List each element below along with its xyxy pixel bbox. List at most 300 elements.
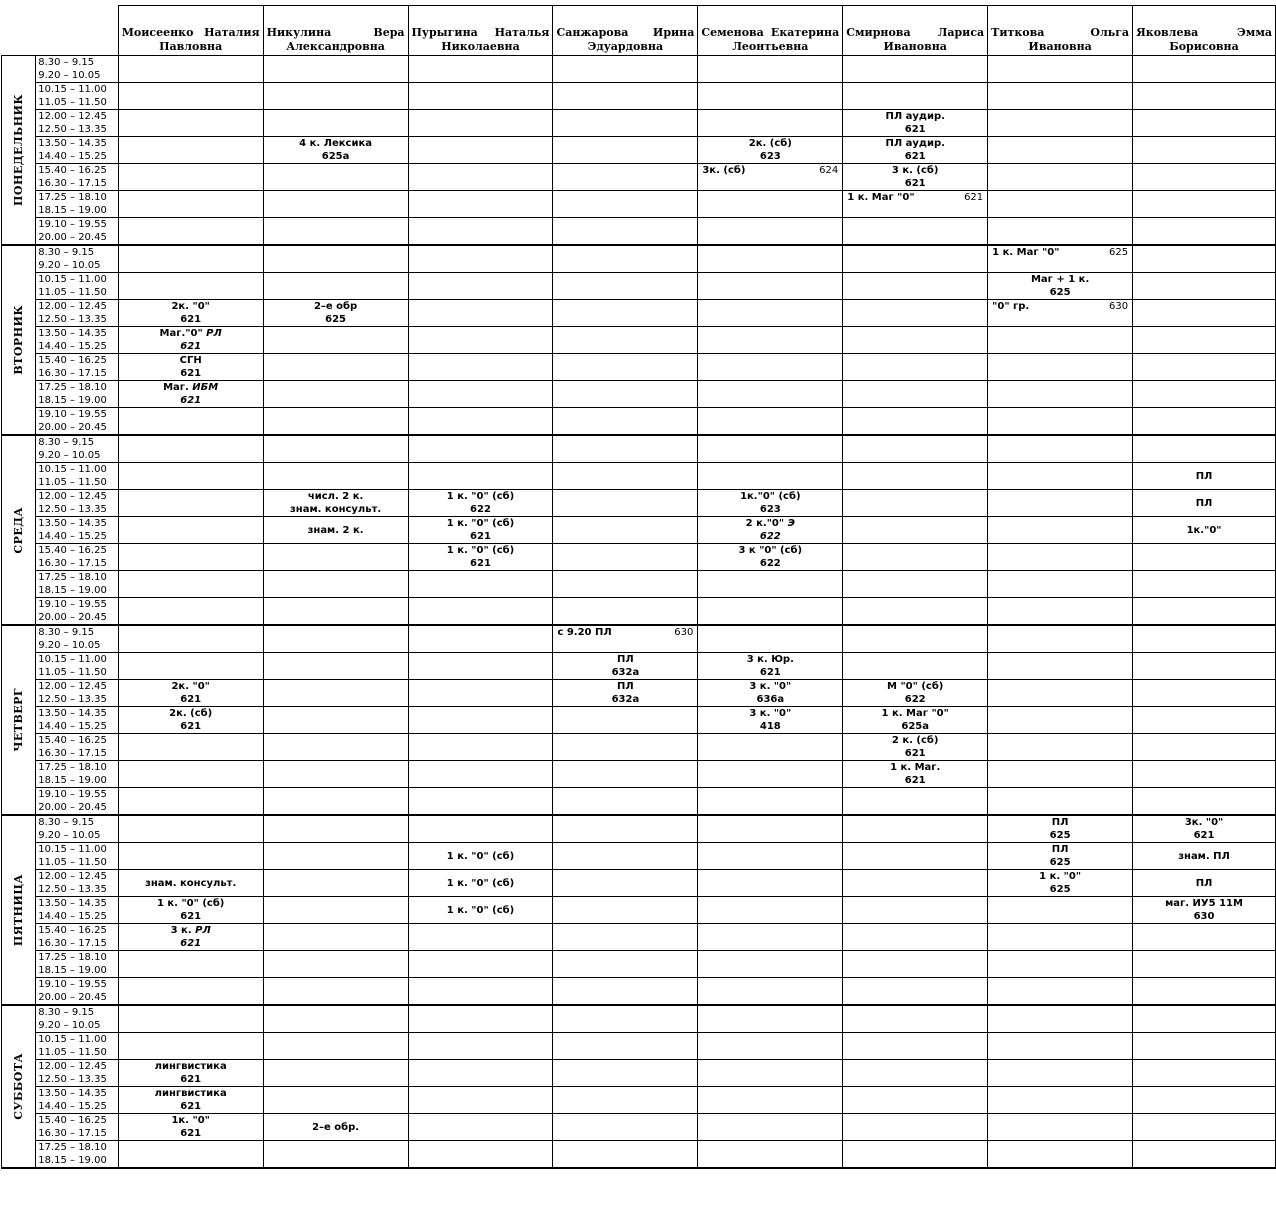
time-range: 20.00 – 20.45 (38, 612, 107, 623)
class-cell (118, 354, 263, 381)
class-cell (263, 843, 408, 870)
class-cell (553, 300, 698, 327)
class-cell (553, 843, 698, 870)
class-cell (843, 56, 988, 83)
teacher-name: Смирнова Лариса (846, 26, 985, 39)
time-range: 19.10 – 19.55 (38, 409, 107, 420)
class-entry: 621 (904, 775, 926, 786)
class-cell (988, 408, 1133, 436)
class-cell (843, 680, 988, 707)
class-entry: 625 (1049, 884, 1071, 895)
slot-row (2, 300, 1276, 327)
class-entry: 621 (180, 911, 202, 922)
class-cell (1133, 300, 1276, 327)
time-range: 9.20 – 10.05 (38, 450, 101, 461)
class-cell (553, 490, 698, 517)
class-cell (1133, 408, 1276, 436)
class-cell (843, 517, 988, 544)
class-cell (698, 924, 843, 951)
class-cell (698, 327, 843, 354)
time-slot (36, 273, 119, 300)
class-entry: маг. ИУ5 11М (1165, 898, 1243, 909)
class-cell (553, 897, 698, 924)
class-cell (843, 544, 988, 571)
class-entry: 2к. (сб) (169, 708, 213, 719)
class-cell (1133, 245, 1276, 273)
class-cell (408, 137, 553, 164)
class-entry: 621 (470, 558, 491, 569)
class-cell (553, 544, 698, 571)
class-cell (988, 1141, 1133, 1169)
class-entry: 632а (611, 667, 640, 678)
class-cell (698, 164, 843, 191)
teacher-patronymic: Борисовна (1169, 40, 1239, 53)
class-cell (1133, 680, 1276, 707)
slot-row (2, 815, 1276, 843)
time-range: 16.30 – 17.15 (38, 748, 107, 759)
class-cell (1133, 354, 1276, 381)
class-cell (408, 83, 553, 110)
slot-row (2, 761, 1276, 788)
time-slot (36, 381, 119, 408)
class-entry: 621 (904, 124, 926, 135)
slot-row (2, 843, 1276, 870)
class-cell (698, 815, 843, 843)
class-cell (553, 653, 698, 680)
class-cell (263, 734, 408, 761)
class-entry (123, 394, 259, 407)
class-entry: 3 к. "0" (749, 708, 792, 719)
class-entry: ПЛ (617, 681, 634, 692)
class-entry: 625а (901, 721, 930, 732)
class-cell (843, 734, 988, 761)
schedule-table (1, 5, 1276, 1169)
class-cell (263, 463, 408, 490)
class-cell (1133, 1033, 1276, 1060)
class-cell (118, 435, 263, 463)
time-range: 11.05 – 11.50 (38, 287, 107, 298)
class-entry: 625а (321, 151, 350, 162)
slot-row (2, 680, 1276, 707)
class-cell (118, 517, 263, 544)
class-cell (263, 707, 408, 734)
class-cell (408, 1114, 553, 1141)
slot-row (2, 83, 1276, 110)
class-cell (118, 707, 263, 734)
class-cell (843, 110, 988, 137)
class-cell (843, 463, 988, 490)
class-cell (553, 218, 698, 246)
class-cell (843, 490, 988, 517)
class-entry: 625 (1049, 287, 1071, 298)
time-range: 10.15 – 11.00 (38, 274, 107, 285)
time-range: 14.40 – 15.25 (38, 721, 107, 732)
class-entry: 621 (180, 694, 202, 705)
class-entry: Маг + 1 к. (1030, 274, 1090, 285)
class-cell (408, 1087, 553, 1114)
class-entry: ПЛ аудир. (885, 111, 945, 122)
time-slot (36, 164, 119, 191)
italic-note: 622 (759, 531, 781, 542)
class-cell (408, 56, 553, 83)
class-cell (1133, 815, 1276, 843)
time-range: 12.00 – 12.45 (38, 491, 107, 502)
class-cell (843, 1087, 988, 1114)
class-cell (1133, 137, 1276, 164)
class-cell (263, 1114, 408, 1141)
class-cell (118, 734, 263, 761)
class-cell (988, 245, 1133, 273)
slot-row (2, 137, 1276, 164)
class-entry: лингвистика (154, 1088, 227, 1099)
time-range: 19.10 – 19.55 (38, 979, 107, 990)
class-cell (263, 381, 408, 408)
class-cell (408, 598, 553, 626)
class-cell (1133, 734, 1276, 761)
class-cell (698, 300, 843, 327)
header-row (2, 6, 1276, 56)
class-cell (118, 897, 263, 924)
teacher-name: Яковлева Эмма (1136, 26, 1272, 39)
class-cell (408, 680, 553, 707)
class-cell (843, 381, 988, 408)
time-range: 11.05 – 11.50 (38, 1047, 107, 1058)
time-range: 8.30 – 9.15 (38, 437, 95, 448)
class-cell (263, 1060, 408, 1087)
class-cell (698, 978, 843, 1006)
time-slot (36, 110, 119, 137)
class-cell (118, 1033, 263, 1060)
class-cell (553, 327, 698, 354)
class-entry: 418 (759, 721, 781, 732)
class-cell (988, 1087, 1133, 1114)
class-entry: 2–е обр. (312, 1121, 360, 1133)
class-cell (408, 1060, 553, 1087)
class-cell (843, 870, 988, 897)
italic-note: ИБМ (192, 382, 219, 393)
class-entry: ПЛ (1051, 844, 1069, 855)
class-cell (988, 571, 1133, 598)
class-entry (557, 626, 693, 639)
time-range: 9.20 – 10.05 (38, 830, 101, 841)
class-cell (553, 191, 698, 218)
class-cell (408, 924, 553, 951)
class-cell (698, 1033, 843, 1060)
class-cell (553, 463, 698, 490)
class-cell (263, 598, 408, 626)
class-cell (263, 788, 408, 816)
italic-note: РЛ (195, 925, 211, 936)
class-cell (263, 245, 408, 273)
class-entry (702, 530, 838, 543)
room-number: 630 (674, 627, 694, 638)
slot-row (2, 625, 1276, 653)
time-slot (36, 137, 119, 164)
time-range: 15.40 – 16.25 (38, 735, 107, 746)
class-cell (263, 490, 408, 517)
class-entry: 1 к. "0" (1039, 871, 1082, 882)
time-range: 12.50 – 13.35 (38, 694, 107, 705)
class-cell (843, 83, 988, 110)
class-cell (843, 707, 988, 734)
teacher-patronymic: Николаевна (441, 40, 520, 53)
class-cell (408, 951, 553, 978)
time-range: 9.20 – 10.05 (38, 70, 101, 81)
class-cell (843, 137, 988, 164)
class-title: 3к. (сб) (702, 165, 746, 176)
class-entry: 3 к. Юр. (746, 654, 794, 665)
class-entry (702, 164, 838, 177)
class-cell (263, 1005, 408, 1033)
class-cell (118, 978, 263, 1006)
time-slot (36, 517, 119, 544)
time-slot (36, 83, 119, 110)
class-cell (263, 110, 408, 137)
class-cell (988, 544, 1133, 571)
class-cell (263, 625, 408, 653)
class-cell (698, 463, 843, 490)
class-entry: 623 (759, 504, 781, 515)
teacher-header (408, 6, 553, 56)
class-cell (1133, 463, 1276, 490)
class-cell (843, 164, 988, 191)
class-entry: 625 (1049, 857, 1071, 868)
class-cell (988, 707, 1133, 734)
time-slot (36, 951, 119, 978)
teacher-header (843, 6, 988, 56)
class-cell (698, 598, 843, 626)
teacher-patronymic: Ивановна (883, 40, 947, 53)
time-slot (36, 924, 119, 951)
class-cell (118, 870, 263, 897)
class-cell (1133, 83, 1276, 110)
class-cell (553, 137, 698, 164)
class-cell (553, 435, 698, 463)
class-entry: 3 к. "0" (749, 681, 792, 692)
class-cell (988, 1033, 1133, 1060)
class-cell (1133, 381, 1276, 408)
class-entry: 3 к. (сб) (891, 165, 939, 176)
class-cell (698, 1087, 843, 1114)
class-cell (408, 517, 553, 544)
class-cell (408, 544, 553, 571)
time-slot (36, 191, 119, 218)
class-cell (698, 110, 843, 137)
class-cell (1133, 517, 1276, 544)
class-cell (1133, 327, 1276, 354)
time-slot (36, 1141, 119, 1169)
class-entry (992, 300, 1128, 313)
class-cell (263, 300, 408, 327)
class-cell (553, 978, 698, 1006)
class-cell (408, 788, 553, 816)
class-cell (408, 191, 553, 218)
class-cell (553, 1033, 698, 1060)
class-cell (843, 354, 988, 381)
time-range: 15.40 – 16.25 (38, 925, 107, 936)
class-cell (263, 815, 408, 843)
class-entry: 1к."0" (1186, 524, 1222, 536)
class-cell (698, 788, 843, 816)
time-slot (36, 625, 119, 653)
class-cell (988, 218, 1133, 246)
slot-row (2, 598, 1276, 626)
class-cell (698, 218, 843, 246)
class-cell (118, 951, 263, 978)
class-cell (988, 598, 1133, 626)
time-slot (36, 300, 119, 327)
time-range: 8.30 – 9.15 (38, 627, 95, 638)
class-entry: знам. консульт. (289, 504, 382, 515)
italic-note: РЛ (206, 328, 222, 339)
class-cell (988, 381, 1133, 408)
time-slot (36, 707, 119, 734)
class-cell (988, 761, 1133, 788)
class-cell (988, 1060, 1133, 1087)
class-entry: 3 к. РЛ (170, 925, 211, 936)
time-slot (36, 680, 119, 707)
class-cell (408, 571, 553, 598)
time-range: 11.05 – 11.50 (38, 97, 107, 108)
day-cell (2, 1005, 36, 1168)
class-cell (1133, 110, 1276, 137)
class-cell (698, 734, 843, 761)
class-cell (843, 435, 988, 463)
class-cell (698, 381, 843, 408)
class-cell (1133, 56, 1276, 83)
class-cell (408, 435, 553, 463)
time-range: 11.05 – 11.50 (38, 477, 107, 488)
class-cell (1133, 571, 1276, 598)
time-range: 8.30 – 9.15 (38, 817, 95, 828)
class-cell (988, 517, 1133, 544)
class-cell (263, 83, 408, 110)
class-entry: ПЛ (1051, 817, 1069, 828)
class-cell (698, 1141, 843, 1169)
class-cell (553, 951, 698, 978)
class-cell (843, 1114, 988, 1141)
slot-row (2, 1060, 1276, 1087)
class-cell (843, 843, 988, 870)
class-cell (843, 1060, 988, 1087)
class-cell (118, 843, 263, 870)
teacher-header (698, 6, 843, 56)
slot-row (2, 517, 1276, 544)
time-range: 8.30 – 9.15 (38, 1007, 95, 1018)
class-entry: 621 (180, 721, 202, 732)
class-cell (843, 1005, 988, 1033)
class-cell (118, 218, 263, 246)
time-slot (36, 218, 119, 246)
class-cell (1133, 843, 1276, 870)
day-cell (2, 815, 36, 1005)
class-entry (123, 937, 259, 950)
teacher-header (1133, 6, 1276, 56)
class-cell (988, 625, 1133, 653)
class-cell (408, 110, 553, 137)
class-entry: 621 (180, 1101, 202, 1112)
class-entry: 1 к. Маг. (890, 762, 941, 773)
class-entry: числ. 2 к. (307, 491, 364, 502)
class-cell (988, 897, 1133, 924)
class-cell (118, 1060, 263, 1087)
class-cell (553, 625, 698, 653)
time-slot (36, 870, 119, 897)
class-cell (698, 625, 843, 653)
teacher-name: Моисеенко Наталия (121, 26, 260, 39)
class-entry: 621 (470, 531, 491, 542)
class-cell (1133, 164, 1276, 191)
class-cell (263, 1087, 408, 1114)
class-cell (843, 978, 988, 1006)
class-cell (553, 1141, 698, 1169)
time-range: 13.50 – 14.35 (38, 708, 107, 719)
class-cell (1133, 870, 1276, 897)
class-cell (263, 680, 408, 707)
time-slot (36, 245, 119, 273)
time-range: 12.00 – 12.45 (38, 111, 107, 122)
teacher-name: Титкова Ольга (991, 26, 1130, 39)
class-title: с 9.20 ПЛ (557, 627, 612, 638)
time-slot (36, 571, 119, 598)
class-cell (553, 815, 698, 843)
class-entry: ПЛ (1195, 497, 1213, 509)
time-slot (36, 354, 119, 381)
class-entry: 1к. "0" (171, 1115, 210, 1126)
class-cell (843, 300, 988, 327)
class-cell (118, 924, 263, 951)
class-cell (698, 56, 843, 83)
class-cell (698, 897, 843, 924)
slot-row (2, 544, 1276, 571)
teacher-name: Семенова Екатерина (701, 26, 840, 39)
class-entry: Маг."0" РЛ (159, 328, 222, 339)
class-cell (408, 761, 553, 788)
class-cell (118, 598, 263, 626)
class-entry: 632а (611, 694, 640, 705)
time-range: 18.15 – 19.00 (38, 585, 107, 596)
class-entry: 2к. "0" (171, 681, 210, 692)
time-slot (36, 1005, 119, 1033)
day-cell (2, 625, 36, 815)
class-cell (843, 951, 988, 978)
class-cell (843, 653, 988, 680)
slot-row (2, 191, 1276, 218)
class-title: 1 к. Маг "0" (847, 192, 915, 203)
class-entry: 630 (1193, 911, 1215, 922)
class-entry: 2 к. (сб) (891, 735, 939, 746)
day-label: ЧЕТВЕРГ (12, 688, 26, 752)
class-cell (263, 1033, 408, 1060)
class-cell (988, 435, 1133, 463)
time-range: 10.15 – 11.00 (38, 464, 107, 475)
class-cell (263, 191, 408, 218)
class-entry: 621 (180, 368, 202, 379)
time-range: 14.40 – 15.25 (38, 911, 107, 922)
class-cell (698, 1060, 843, 1087)
class-cell (263, 978, 408, 1006)
slot-row (2, 951, 1276, 978)
teacher-header (118, 6, 263, 56)
teacher-patronymic: Эдуардовна (587, 40, 664, 53)
class-cell (698, 707, 843, 734)
class-cell (1133, 951, 1276, 978)
class-cell (988, 191, 1133, 218)
time-range: 17.25 – 18.10 (38, 762, 107, 773)
class-cell (263, 897, 408, 924)
slot-row (2, 218, 1276, 246)
class-entry: знам. консульт. (145, 877, 237, 889)
